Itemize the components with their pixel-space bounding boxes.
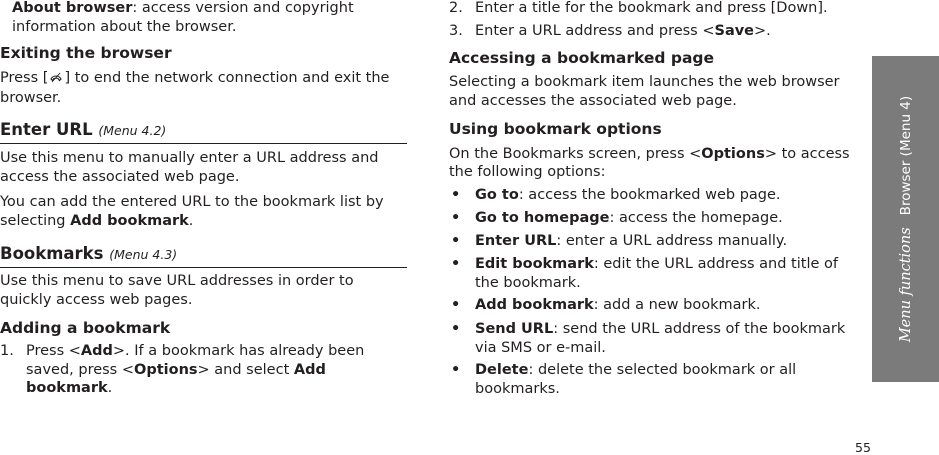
bookmarks-para-line2: quickly access web pages.	[0, 292, 193, 308]
about-browser-item	[12, 0, 354, 18]
add-term: Add	[293, 362, 326, 378]
option-desc: : add a new bookmark.	[593, 297, 761, 313]
save-key-label: Save	[714, 23, 755, 39]
bullet: •	[451, 233, 461, 249]
step-number: 2.	[449, 0, 463, 16]
phone-end-icon	[48, 69, 64, 85]
accessing-heading: Accessing a bookmarked page	[449, 49, 715, 67]
about-browser-desc: : access version and copyright	[132, 0, 354, 16]
option-desc: : edit the URL address and title of	[593, 256, 838, 272]
options-key-label: Options	[134, 362, 198, 378]
option-term: Edit bookmark	[475, 256, 594, 272]
options-heading: Using bookmark options	[449, 120, 662, 138]
exit-text	[0, 68, 389, 88]
exit-text-post: ] to end the network connection and exit the	[64, 70, 390, 86]
option-desc: : send the URL address of the bookmark	[553, 321, 846, 337]
enter-url-para2-line1: You can add the entered URL to the bookmark list by	[0, 194, 384, 210]
option-term: Send URL	[475, 321, 554, 337]
option-term: Add bookmark	[475, 297, 594, 313]
step-1-l1-pre: Press <	[26, 343, 81, 359]
option-desc: : access the bookmarked web page.	[518, 187, 781, 203]
add-bookmark-term: Add bookmark	[70, 213, 189, 229]
bullet: •	[451, 321, 461, 337]
step-2	[449, 0, 463, 18]
bookmarks-menu-number: (Menu 4.3)	[109, 247, 178, 262]
enter-url-para1-line2: access the associated web page.	[0, 169, 240, 185]
bookmark-term: bookmark	[26, 380, 108, 396]
section-divider	[0, 267, 407, 268]
step-1-line2	[26, 360, 326, 380]
about-browser-term: About browser	[12, 0, 133, 16]
enter-url-heading	[0, 120, 166, 141]
option-desc: : enter a URL address manually.	[556, 233, 788, 249]
exit-heading: Exiting the browser	[0, 44, 172, 62]
enter-url-para2-pre: selecting	[0, 213, 71, 229]
side-tab-label	[896, 96, 916, 342]
about-browser-desc-line2: information about the browser.	[12, 19, 237, 35]
step-1-line3	[26, 378, 112, 398]
options-intro-post: > to access	[764, 146, 850, 162]
enter-url-para2-line2	[0, 211, 193, 231]
option-desc-line2: bookmarks.	[475, 381, 560, 397]
step-1-l1-post: >. If a bookmark has already been	[112, 343, 365, 359]
option-term: Go to	[475, 187, 519, 203]
accessing-para-line1: Selecting a bookmark item launches the web browser	[449, 74, 840, 90]
step-3-post: >.	[754, 23, 771, 39]
step-1-l3-post: .	[107, 380, 113, 396]
step-3	[449, 21, 463, 41]
step-1-l2-mid: > and select	[197, 362, 294, 378]
option-desc-line2: via SMS or e-mail.	[475, 340, 606, 356]
step-number: 1.	[0, 343, 14, 359]
option-desc: : access the homepage.	[609, 210, 783, 226]
bullet: •	[451, 187, 461, 203]
exit-text-pre: Press [	[0, 70, 49, 86]
step-number: 3.	[449, 23, 463, 39]
options-key-label: Options	[701, 146, 765, 162]
options-intro-line1	[449, 144, 850, 164]
enter-url-title: Enter URL	[0, 120, 93, 139]
bullet: •	[451, 362, 461, 378]
step-2-text: Enter a title for the bookmark and press [Down].	[475, 0, 828, 16]
exit-text-line2: browser.	[0, 90, 62, 106]
option-desc: : delete the selected bookmark or all	[528, 362, 797, 378]
subsection-name: Browser (Menu 4)	[897, 95, 914, 216]
page-number: 55	[855, 440, 871, 455]
add-key-label: Add	[80, 343, 113, 359]
adding-bookmark-heading: Adding a bookmark	[0, 319, 171, 337]
bookmarks-title: Bookmarks	[0, 244, 104, 263]
options-intro-line2: the following options:	[449, 164, 606, 180]
accessing-para-line2: and accesses the associated web page.	[449, 93, 737, 109]
step-3-text	[475, 21, 771, 41]
step-3-pre: Enter a URL address and press <	[475, 23, 715, 39]
bullet: •	[451, 256, 461, 272]
options-intro-pre: On the Bookmarks screen, press <	[449, 146, 702, 162]
step-1-line1	[26, 341, 364, 361]
section-divider	[0, 143, 407, 144]
bookmarks-para-line1: Use this menu to save URL addresses in order to	[0, 273, 354, 289]
bullet: •	[451, 210, 461, 226]
enter-url-menu-number: (Menu 4.2)	[98, 123, 167, 138]
bookmarks-heading	[0, 244, 177, 265]
section-name: Menu functions	[897, 227, 914, 343]
option-term: Enter URL	[475, 233, 557, 249]
side-section-tab	[872, 56, 939, 382]
option-term: Delete	[475, 362, 529, 378]
bullet: •	[451, 297, 461, 313]
enter-url-para1-line1: Use this menu to manually enter a URL address and	[0, 150, 379, 166]
step-1-l2-pre: saved, press <	[26, 362, 134, 378]
option-term: Go to homepage	[475, 210, 610, 226]
option-desc-line2: the bookmark.	[475, 275, 581, 291]
enter-url-para2-post: .	[188, 213, 194, 229]
